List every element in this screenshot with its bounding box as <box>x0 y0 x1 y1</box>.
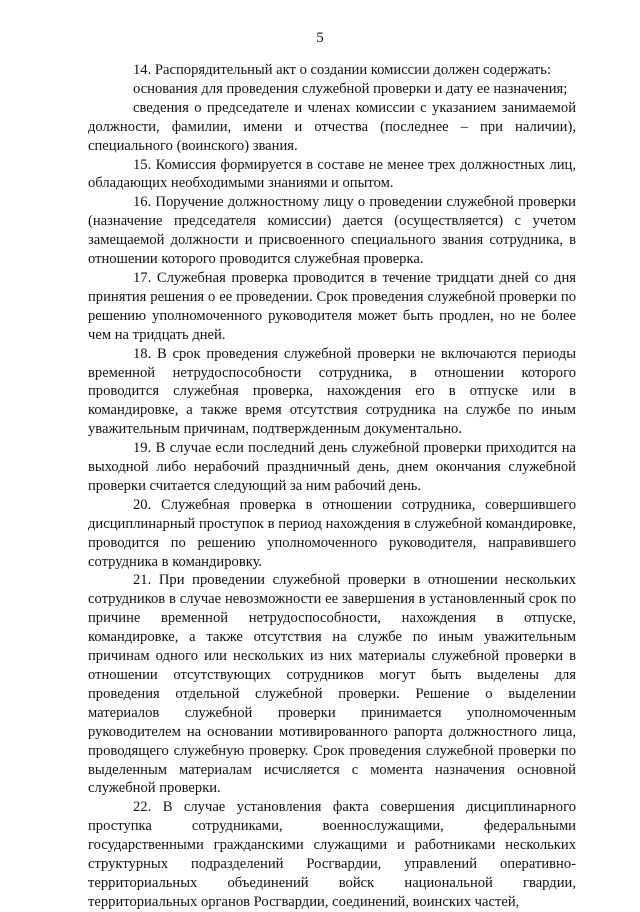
paragraph-14-item-2: сведения о председателе и членах комиссии с указанием занимаемой должности, фамилии, имени и отчества (последнее – при наличии), специального (воинского) звания. <box>88 99 576 154</box>
paragraph-17: 17. Служебная проверка проводится в течение тридцати дней со дня принятия решения о ее проведении. Срок проведения служебной проверки по решению уполномоченного руководителя может быть продлен, но не более чем на тридцать дней. <box>88 269 576 343</box>
paragraph-14: 14. Распорядительный акт о создании комиссии должен содержать: <box>133 62 551 78</box>
page-number: 5 <box>316 30 324 46</box>
paragraph-22: 22. В случае установления факта совершения дисциплинарного проступка сотрудниками, военнослужащими, федеральными государственными гражданскими служащими и работниками нескольких структурных подразделений Росгвардии, управлений оперативно-территориальных объединений войск национальной гвардии, территориальных органов Росгвардии, соединений, воинских частей, <box>88 799 576 910</box>
paragraph-21: 21. При проведении служебной проверки в отношении нескольких сотрудников в случае невозможности ее завершения в установленный срок по причине временной нетрудоспособности, нахождения в отпуске, командировке, а также отсутствия на службе по иным уважительным причинам одного или нескольких из них материалы служебной проверки в отношении отсутствующих сотрудников могут быть выделены для проведения отдельной служебной проверки. Решение о выделении материалов служебной проверки принимается уполномоченным руководителем на основании мотивированного рапорта должностного лица, проводящего служебную проверку. Срок проведения служебной проверки по выделенным материалам исчисляется с момента назначения основной служебной проверки. <box>88 572 576 797</box>
paragraph-15: 15. Комиссия формируется в составе не менее трех должностных лиц, обладающих необходимыми знаниями и опытом. <box>88 156 576 192</box>
document-body <box>88 61 576 912</box>
paragraph-14-item-1: основания для проведения служебной проверки и дату ее назначения; <box>133 80 568 97</box>
paragraph-18: 18. В срок проведения служебной проверки не включаются периоды временной нетрудоспособности сотрудника, в отношении которого проводится служебная проверка, нахождения его в отпуске или в командировке, а также время отсутствия сотрудника на службе по иным уважительным причинам, подтвержденным документально. <box>88 345 576 438</box>
paragraph-16: 16. Поручение должностному лицу о проведении служебной проверки (назначение председателя комиссии) дается (осуществляется) с учетом замещаемой должности и присвоенного специального звания сотрудника, в отношении которого проводится служебная проверка. <box>88 194 576 268</box>
paragraph-19: 19. В случае если последний день служебной проверки приходится на выходной либо нерабочий праздничный день, днем окончания служебной проверки считается следующий за ним рабочий день. <box>88 440 576 494</box>
paragraph-20: 20. Служебная проверка в отношении сотрудника, совершившего дисциплинарный проступок в период нахождения в служебной командировке, проводится по решению уполномоченного руководителя, направившего сотрудника в командировку. <box>88 496 576 570</box>
